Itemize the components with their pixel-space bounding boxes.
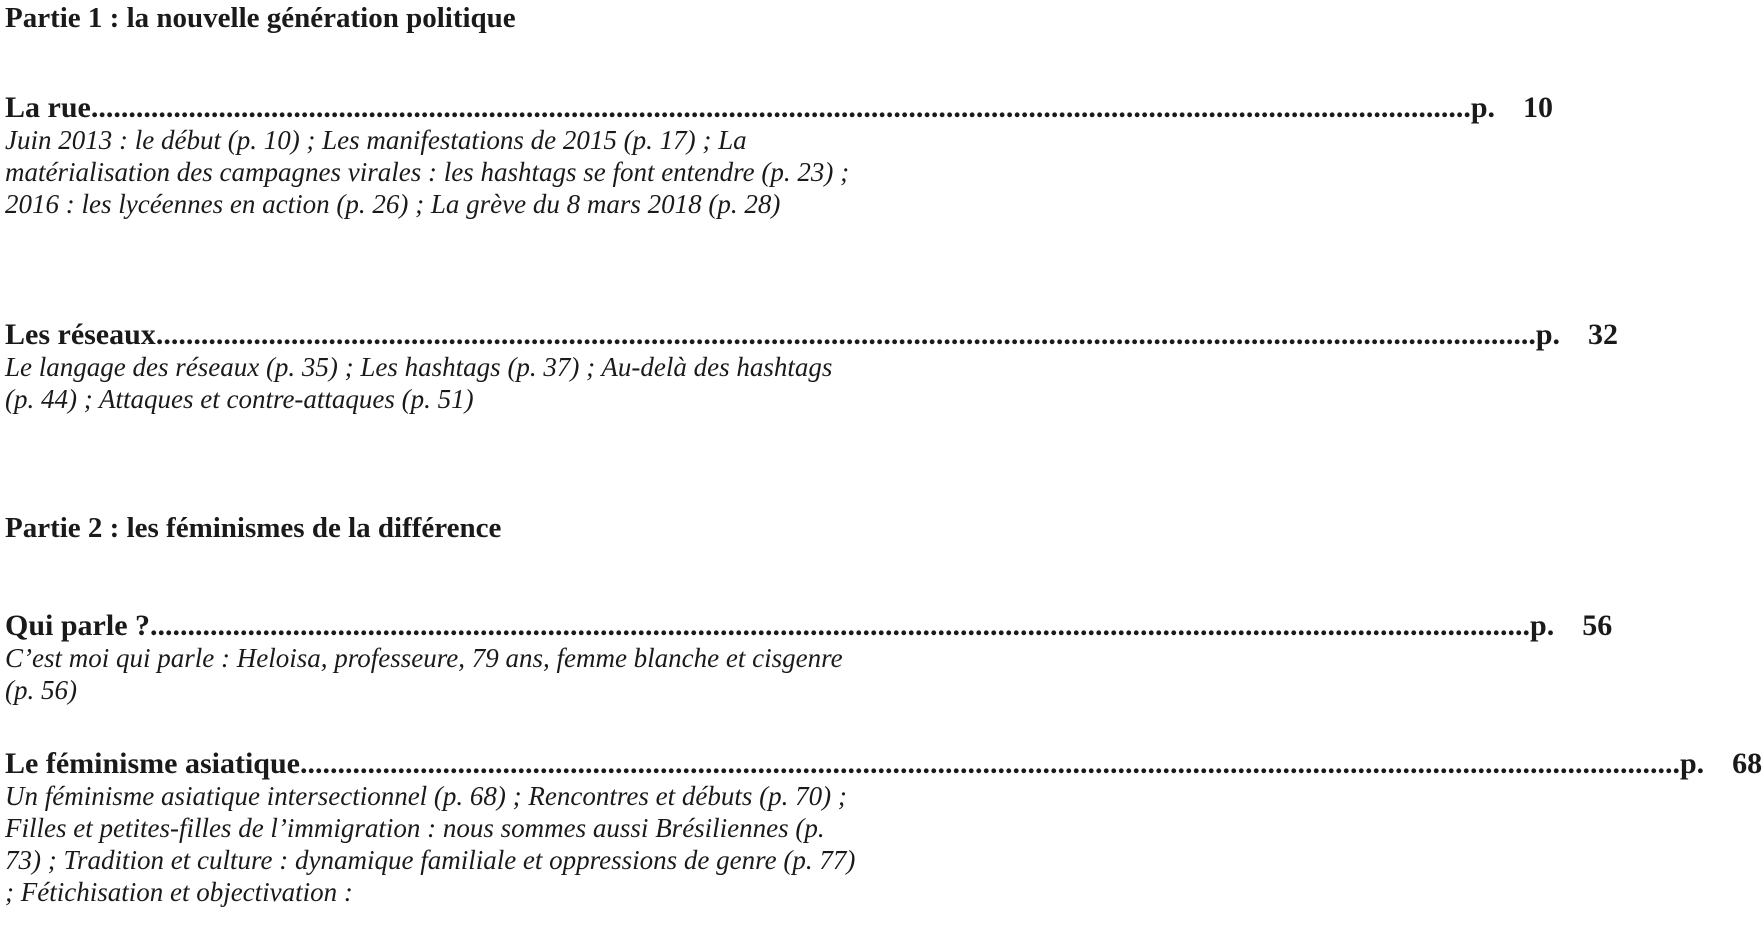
page-prefix: p. xyxy=(1535,318,1560,351)
entry-heading[interactable] xyxy=(5,317,1618,353)
entry-description: Juin 2013 : le début (p. 10) ; Les manifestations de 2015 (p. 17) ; La matérialisation des campagnes virales : les hashtags se font entendre (p. 23) ; 2016 : les lycéennes en action (p. 26) ; La grève du 8 mars 2018 (p. 28) xyxy=(5,125,850,219)
page-number: 56 xyxy=(1582,609,1613,642)
dot-leader: ........................................................................................................................................................................................ xyxy=(299,747,1680,780)
page-prefix: p. xyxy=(1530,609,1555,642)
entry-heading[interactable] xyxy=(5,608,1613,644)
entry-description: Un féminisme asiatique intersectionnel (p. 68) ; Rencontres et débuts (p. 70) ; Filles et petites-filles de l’immigration : nous sommes aussi Brésiliennes (p. 73) ; Tradition et culture : dynamique familiale et oppressions de genre (p. 77) ; Fétichisation et objectivation : xyxy=(5,781,856,907)
part-title: Partie 1 : la nouvelle génération politique xyxy=(5,2,516,34)
table-of-contents xyxy=(5,0,1762,925)
dot-leader: ........................................................................................................................................................................................ xyxy=(150,609,1531,642)
toc-entry[interactable] xyxy=(5,317,1618,415)
page-number: 68 xyxy=(1732,747,1762,780)
dot-leader: ........................................................................................................................................................................................ xyxy=(90,91,1471,124)
toc-entry[interactable] xyxy=(5,90,1554,220)
entry-title[interactable]: La rue xyxy=(5,91,91,124)
entry-heading[interactable] xyxy=(5,746,1762,782)
toc-entry[interactable] xyxy=(5,746,1762,908)
entry-title[interactable]: Qui parle ? xyxy=(5,609,151,642)
page-prefix: p. xyxy=(1470,91,1496,124)
page-number: 32 xyxy=(1588,318,1618,351)
entry-title[interactable]: Le féminisme asiatique xyxy=(5,747,300,780)
entry-description: Le langage des réseaux (p. 35) ; Les hashtags (p. 37) ; Au-delà des hashtags (p. 44) ; Attaques et contre-attaques (p. 51) xyxy=(5,352,833,414)
page-number: 10 xyxy=(1523,91,1554,124)
dot-leader: ........................................................................................................................................................................................ xyxy=(155,318,1536,351)
page-prefix: p. xyxy=(1679,747,1705,780)
toc-entry[interactable] xyxy=(5,608,1613,706)
entry-heading[interactable] xyxy=(5,90,1554,126)
entry-title[interactable]: Les réseaux xyxy=(5,318,156,351)
part-title: Partie 2 : les féminismes de la différence xyxy=(5,512,502,544)
entry-description: C’est moi qui parle : Heloisa, professeure, 79 ans, femme blanche et cisgenre (p. 56) xyxy=(5,643,843,705)
